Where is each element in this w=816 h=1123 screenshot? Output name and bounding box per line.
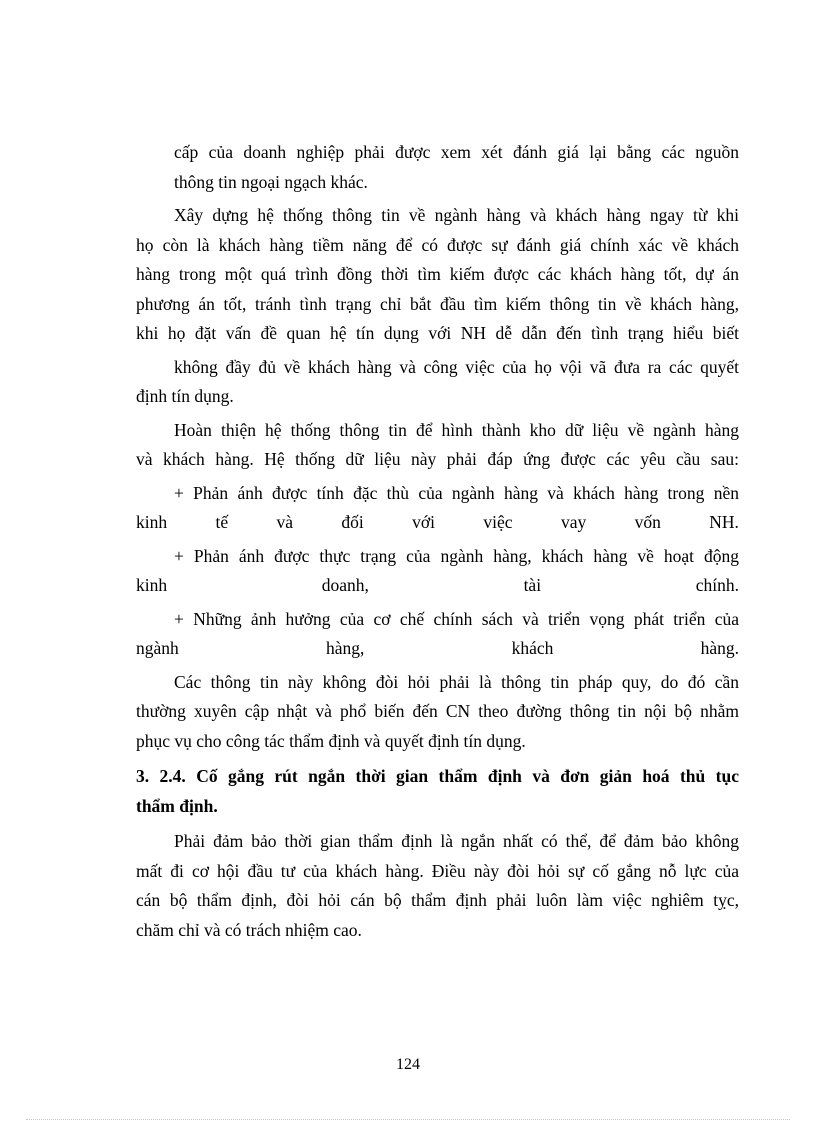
word: kinh — [136, 512, 168, 532]
page-bottom-border — [26, 1119, 790, 1120]
word: khách — [511, 638, 554, 658]
text-line: Xây dựng hệ thống thông tin về ngành hàng và khách hàng ngay từ khi — [174, 205, 739, 225]
text-line: + Phản ánh được thực trạng của ngành hàng, khách hàng về hoạt động — [174, 545, 739, 566]
paragraph-2 — [136, 201, 739, 349]
word: việc — [483, 512, 513, 532]
text-line: không đầy đủ về khách hàng và công việc của họ vội vã đưa ra các quyết — [174, 356, 739, 377]
text-line: phục vụ cho công tác thẩm định và quyết định tín dụng. — [136, 730, 526, 751]
text-line: + Phản ánh được tính đặc thù của ngành hàng và khách hàng trong nền — [174, 482, 739, 503]
text-line: thông tin ngoại ngạch khác. — [174, 171, 368, 192]
section-heading — [136, 762, 739, 821]
bullet-item-2 — [136, 542, 739, 601]
document-body — [136, 138, 739, 945]
word: hàng. — [700, 638, 739, 658]
text-line: Các thông tin này không đòi hỏi phải là thông tin pháp quy, do đó cần — [174, 671, 739, 692]
text-line: mất đi cơ hội đầu tư của khách hàng. Điều này đòi hỏi sự cố gắng nỗ lực của — [136, 860, 739, 881]
word: và — [276, 512, 294, 532]
text-line: Phải đảm bảo thời gian thẩm định là ngắn nhất có thể, để đảm bảo không — [174, 831, 739, 851]
word: với — [412, 512, 436, 532]
word: vốn — [634, 512, 661, 532]
heading-line: thẩm định. — [136, 795, 218, 816]
word: tài — [523, 575, 542, 595]
spread-line — [136, 634, 739, 664]
bullet-item-1 — [136, 479, 739, 538]
paragraph-4 — [136, 416, 739, 475]
word: kinh — [136, 575, 168, 595]
text-line: thường xuyên cập nhật và phổ biến đến CN theo đường thông tin nội bộ nhằm — [136, 701, 739, 721]
word: doanh, — [321, 575, 369, 595]
word: NH. — [709, 512, 739, 532]
word: tế — [215, 512, 229, 532]
word: đối — [341, 512, 364, 532]
text-line: chăm chỉ và có trách nhiệm cao. — [136, 919, 362, 940]
word: hàng, — [325, 638, 365, 658]
text-line: cán bộ thẩm định, đòi hỏi cán bộ thẩm định phải luôn làm việc nghiêm tỵc, — [136, 890, 739, 910]
text-line: định tín dụng. — [136, 386, 234, 406]
page-number: 124 — [396, 1056, 420, 1073]
text-line: + Những ảnh hưởng của cơ chế chính sách và triển vọng phát triển của — [174, 608, 739, 629]
bullet-item-3 — [136, 605, 739, 664]
heading-line: 3. 2.4. Cố gắng rút ngắn thời gian thẩm định và đơn giản hoá thủ tục — [136, 766, 739, 786]
text-line: khi họ đặt vấn đề quan hệ tín dụng với NH dễ dẫn đến tình trạng hiểu biết — [136, 323, 739, 343]
text-line: phương án tốt, tránh tình trạng chỉ bắt đầu tìm kiếm thông tin về khách hàng, — [136, 293, 739, 314]
spread-line — [136, 508, 739, 538]
paragraph-3 — [136, 353, 739, 412]
spread-line — [136, 571, 739, 601]
text-line: và khách hàng. Hệ thống dữ liệu này phải đáp ứng được các yêu cầu sau: — [136, 449, 739, 469]
text-line: họ còn là khách hàng tiềm năng để có được sự đánh giá chính xác về khách — [136, 234, 739, 255]
word: ngành — [136, 638, 179, 658]
word: vay — [560, 512, 587, 532]
text-line: Hoàn thiện hệ thống thông tin để hình thành kho dữ liệu về ngành hàng — [174, 419, 739, 440]
word: chính. — [695, 575, 739, 595]
text-line: cấp của doanh nghiệp phải được xem xét đánh giá lại bằng các nguồn — [174, 142, 739, 162]
paragraph-8 — [136, 668, 739, 757]
final-paragraph — [136, 827, 739, 945]
paragraph-1 — [136, 138, 739, 197]
text-line: hàng trong một quá trình đồng thời tìm kiếm được các khách hàng tốt, dự án — [136, 264, 739, 284]
